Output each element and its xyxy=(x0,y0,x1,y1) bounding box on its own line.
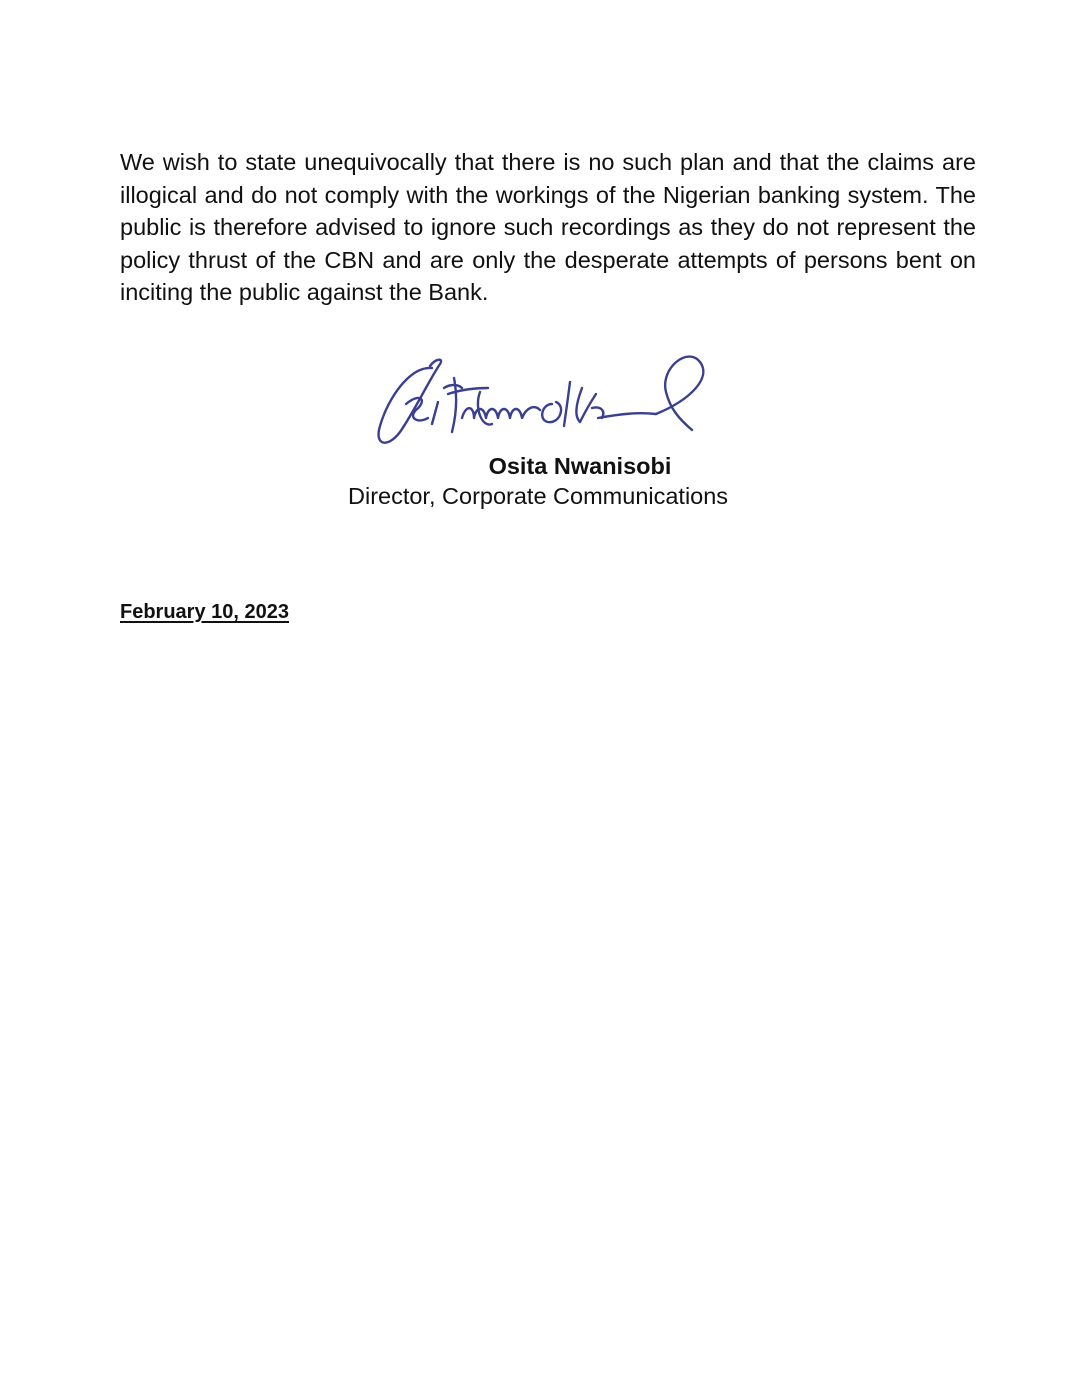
signature-icon xyxy=(370,348,720,458)
document-date: February 10, 2023 xyxy=(120,601,289,623)
signatory-block xyxy=(300,451,860,509)
signatory-name: Osita Nwanisobi xyxy=(488,453,672,479)
signatory-title: Director, Corporate Communications xyxy=(348,483,729,509)
body-paragraph: We wish to state unequivocally that there is no such plan and that the claims are illogical and do not comply with the workings of the Nigerian banking system. The public is therefore advised to ignore such recordings as they do not represent the policy thrust of the CBN and are only the desperate attempts of persons bent on inciting the public against the Bank. xyxy=(120,149,976,306)
